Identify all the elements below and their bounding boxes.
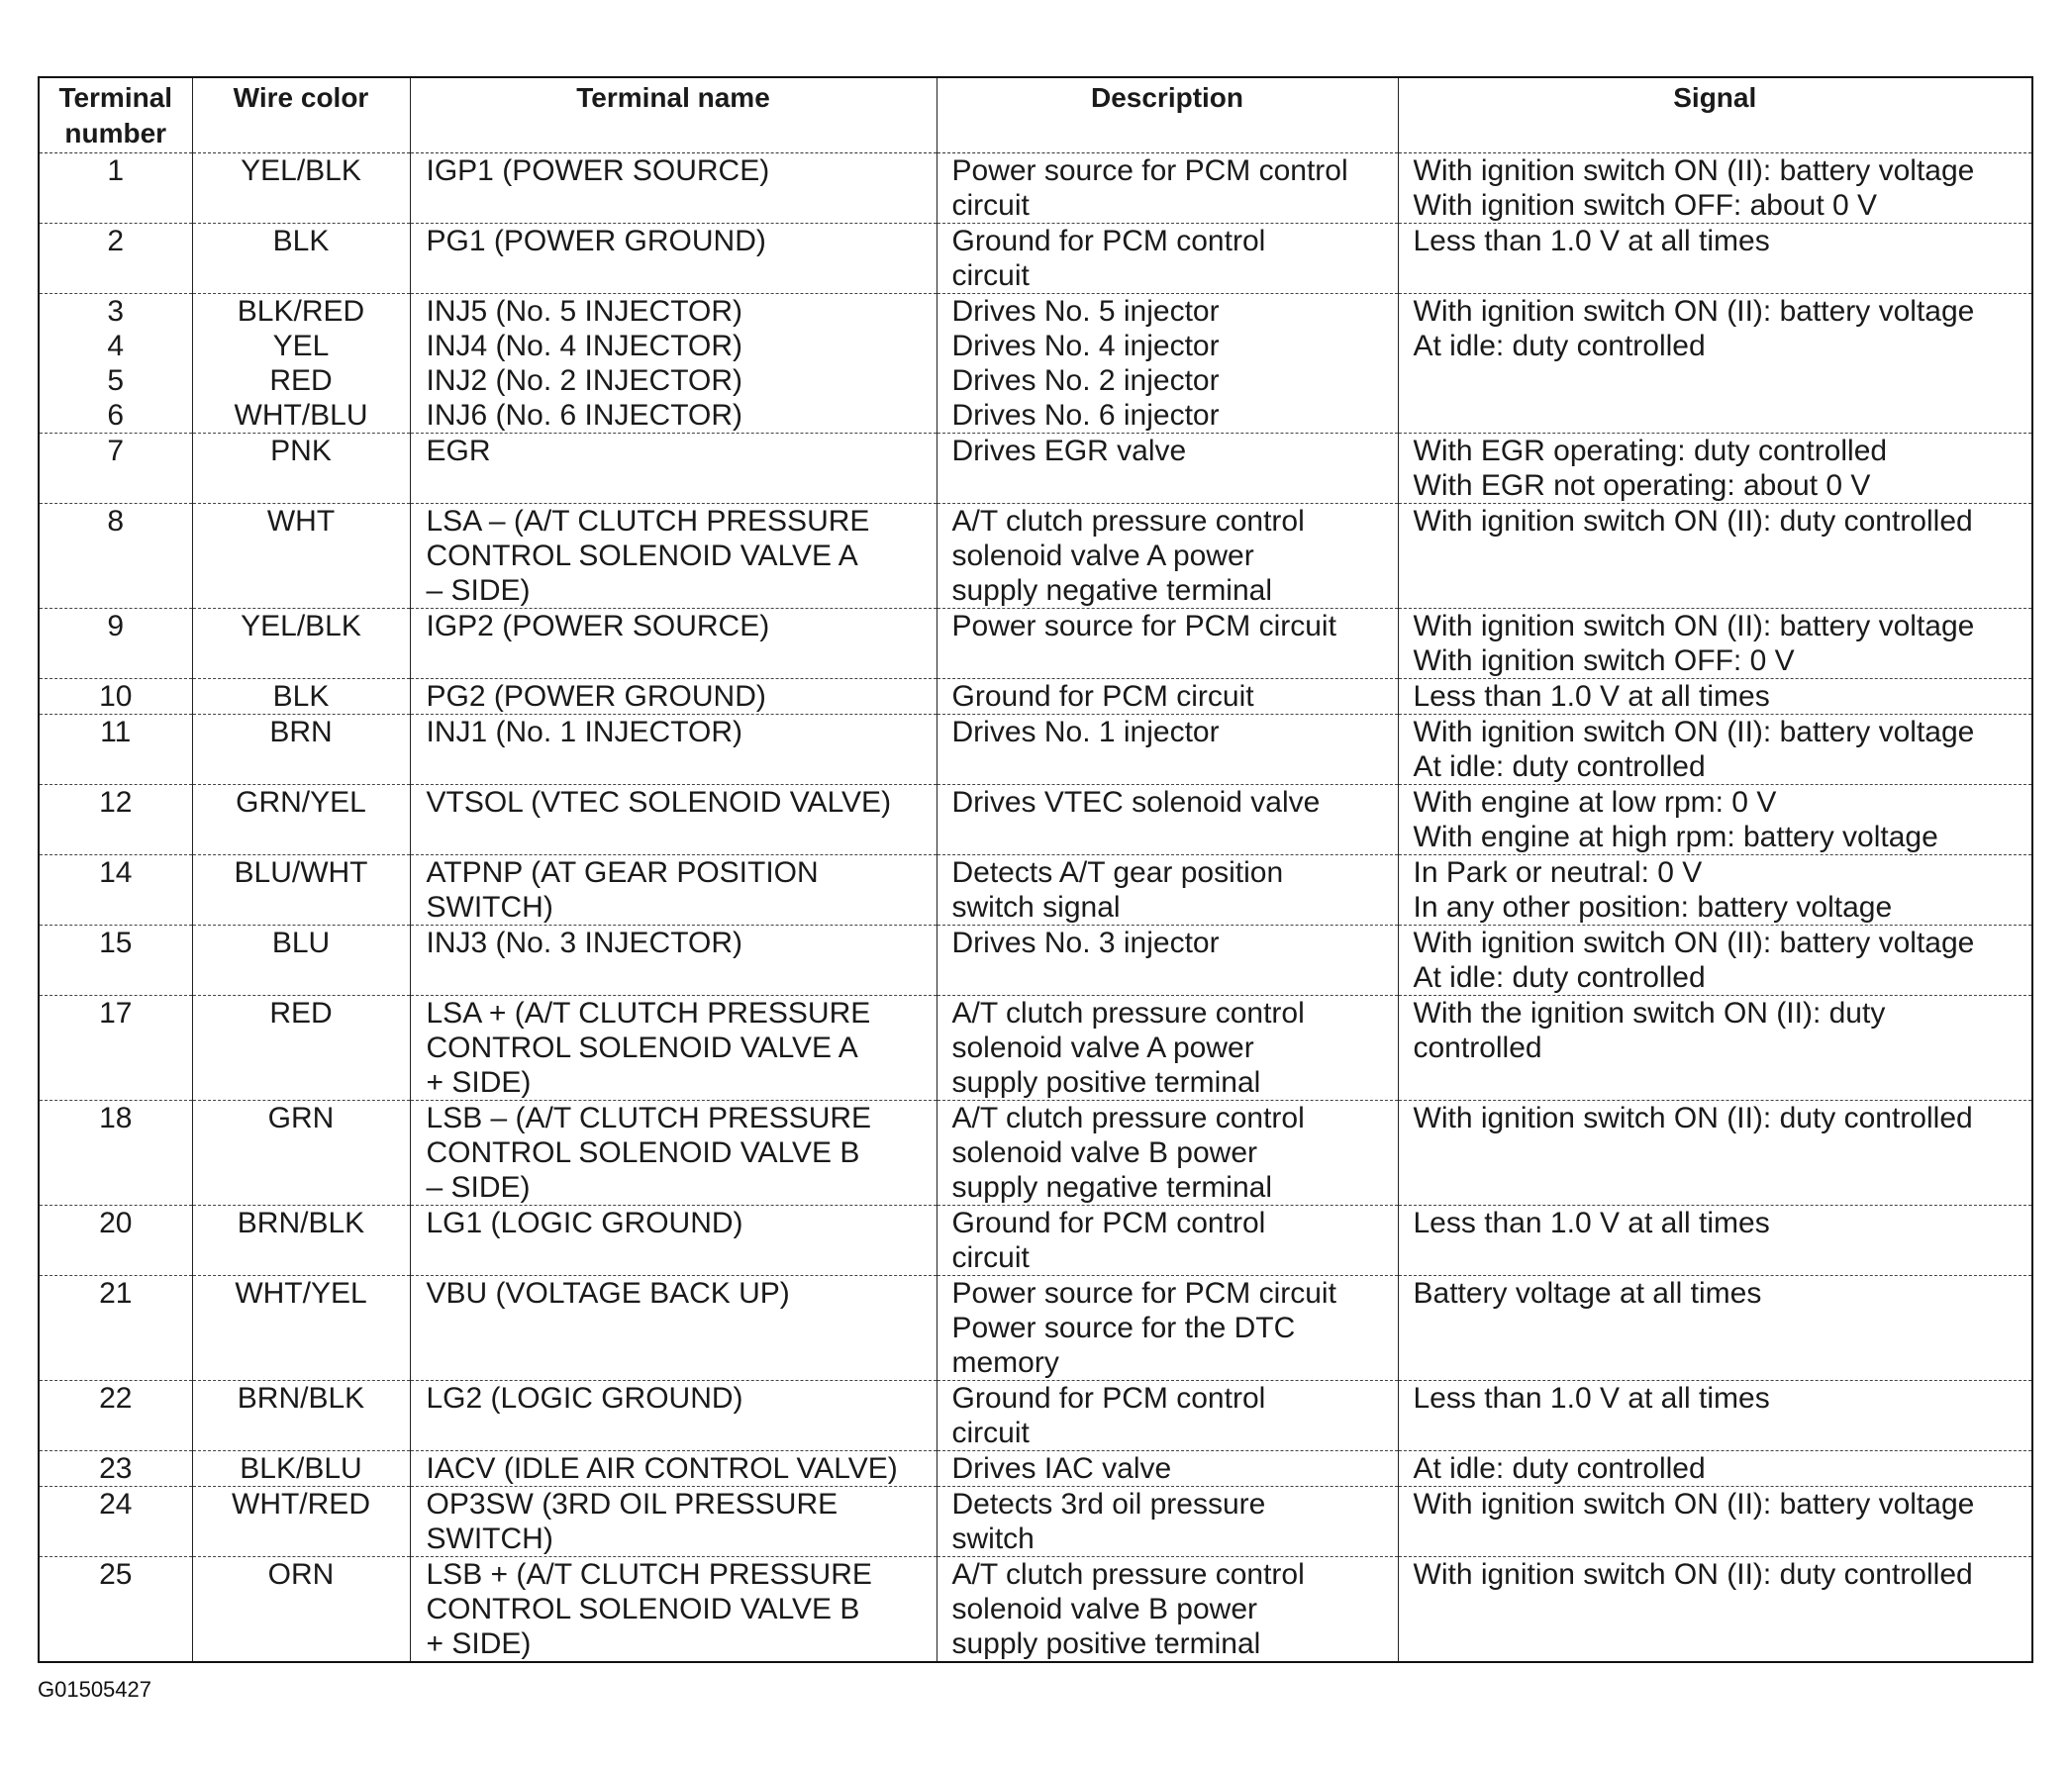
cell-terminal-number-line: 5	[107, 364, 125, 397]
cell-description-line: Drives No. 4 injector	[951, 330, 1220, 362]
table-row	[39, 785, 2032, 855]
cell-terminal-number	[39, 1206, 192, 1276]
cell-terminal-name-line: + SIDE)	[426, 1066, 532, 1099]
cell-description	[937, 926, 1398, 996]
cell-description-line: supply negative terminal	[951, 1171, 1273, 1204]
cell-terminal-number-line: 12	[99, 786, 133, 819]
cell-terminal-number	[39, 1101, 192, 1206]
table-row	[39, 1557, 2032, 1663]
cell-description-line: switch signal	[951, 891, 1121, 924]
cell-signal-line: At idle: duty controlled	[1413, 961, 1706, 994]
cell-terminal-number-line: 22	[99, 1382, 133, 1415]
cell-description-line: solenoid valve A power	[951, 540, 1254, 572]
cell-signal	[1398, 1557, 2032, 1663]
cell-description-line: memory	[951, 1346, 1059, 1379]
cell-signal	[1398, 1451, 2032, 1487]
cell-description-line: A/T clutch pressure control	[951, 505, 1305, 538]
cell-description-line: circuit	[951, 1241, 1030, 1274]
cell-terminal-name-line: CONTROL SOLENOID VALVE B	[426, 1593, 860, 1625]
cell-description-line: Power source for PCM circuit	[951, 610, 1336, 642]
cell-terminal-name-line: LSB + (A/T CLUTCH PRESSURE	[426, 1558, 872, 1591]
cell-signal-line: With ignition switch ON (II): battery voltage	[1413, 716, 1975, 748]
cell-terminal-name	[410, 1276, 937, 1381]
cell-terminal-number	[39, 785, 192, 855]
cell-terminal-number	[39, 926, 192, 996]
cell-terminal-name	[410, 855, 937, 926]
cell-wire-color-line: WHT	[266, 505, 336, 538]
table-row	[39, 996, 2032, 1101]
cell-terminal-number-line: 10	[99, 680, 133, 713]
cell-description-line: circuit	[951, 1417, 1030, 1449]
table-row	[39, 679, 2032, 715]
cell-terminal-name-line: CONTROL SOLENOID VALVE A	[426, 1032, 858, 1064]
header-description: Description	[937, 77, 1398, 153]
cell-signal	[1398, 855, 2032, 926]
cell-terminal-number-line: 9	[107, 610, 125, 642]
cell-signal-line: With ignition switch ON (II): battery voltage	[1413, 927, 1975, 959]
cell-terminal-name-line: LG2 (LOGIC GROUND)	[426, 1382, 743, 1415]
cell-terminal-number	[39, 1557, 192, 1663]
cell-signal	[1398, 609, 2032, 679]
cell-terminal-name-line: SWITCH)	[426, 891, 553, 924]
cell-terminal-name-line: + SIDE)	[426, 1627, 532, 1660]
cell-signal-line: With ignition switch ON (II): duty controlled	[1413, 1558, 1973, 1591]
cell-description-line: circuit	[951, 189, 1030, 222]
cell-description-line: circuit	[951, 259, 1030, 292]
cell-wire-color	[192, 609, 410, 679]
cell-terminal-name	[410, 1101, 937, 1206]
table-row	[39, 294, 2032, 434]
cell-wire-color-line: BRN/BLK	[237, 1382, 365, 1415]
cell-terminal-name-line: PG2 (POWER GROUND)	[426, 680, 766, 713]
cell-wire-color	[192, 504, 410, 609]
cell-wire-color-line: BLK/RED	[237, 295, 365, 328]
cell-signal-line: In Park or neutral: 0 V	[1413, 856, 1703, 889]
cell-terminal-name-line: PG1 (POWER GROUND)	[426, 225, 766, 257]
cell-wire-color-line: RED	[269, 364, 333, 397]
cell-wire-color	[192, 1101, 410, 1206]
cell-terminal-number-line: 7	[107, 435, 125, 467]
cell-wire-color-line: YEL/BLK	[241, 610, 361, 642]
cell-signal	[1398, 1487, 2032, 1557]
table-header-row	[39, 77, 2032, 153]
cell-signal-line: In any other position: battery voltage	[1413, 891, 1893, 924]
cell-signal-line: Battery voltage at all times	[1413, 1277, 1762, 1310]
cell-signal-line: With EGR not operating: about 0 V	[1413, 469, 1871, 502]
cell-terminal-number-line: 6	[107, 399, 125, 432]
cell-description-line: Drives No. 1 injector	[951, 716, 1220, 748]
cell-description	[937, 609, 1398, 679]
cell-terminal-name	[410, 715, 937, 785]
cell-description-line: supply positive terminal	[951, 1627, 1261, 1660]
cell-description	[937, 434, 1398, 504]
cell-description-line: A/T clutch pressure control	[951, 997, 1305, 1030]
cell-terminal-number	[39, 1276, 192, 1381]
header-terminal-number	[39, 77, 192, 153]
cell-terminal-name	[410, 1557, 937, 1663]
cell-wire-color-line: BRN/BLK	[237, 1207, 365, 1239]
cell-terminal-number	[39, 153, 192, 224]
cell-wire-color-line: BRN	[269, 716, 333, 748]
cell-terminal-name-line: INJ4 (No. 4 INJECTOR)	[426, 330, 742, 362]
cell-terminal-number	[39, 996, 192, 1101]
cell-terminal-name	[410, 996, 937, 1101]
cell-wire-color	[192, 224, 410, 294]
figure-id: G01505427	[38, 1677, 151, 1702]
cell-terminal-number-line: 11	[100, 716, 132, 748]
cell-wire-color	[192, 785, 410, 855]
cell-signal	[1398, 996, 2032, 1101]
cell-terminal-name	[410, 1206, 937, 1276]
cell-wire-color-line: BLU	[271, 927, 331, 959]
cell-terminal-number-line: 3	[107, 295, 125, 328]
table-row	[39, 1101, 2032, 1206]
table-row	[39, 1381, 2032, 1451]
cell-description-line: Detects 3rd oil pressure	[951, 1488, 1266, 1521]
cell-terminal-number	[39, 224, 192, 294]
cell-signal-line: Less than 1.0 V at all times	[1413, 225, 1770, 257]
cell-signal	[1398, 153, 2032, 224]
cell-terminal-name	[410, 153, 937, 224]
cell-wire-color-line: BLK/BLU	[240, 1452, 362, 1485]
cell-terminal-name	[410, 434, 937, 504]
cell-terminal-name-line: VBU (VOLTAGE BACK UP)	[426, 1277, 790, 1310]
cell-terminal-name-line: INJ6 (No. 6 INJECTOR)	[426, 399, 742, 432]
cell-terminal-name-line: LSA + (A/T CLUTCH PRESSURE	[426, 997, 871, 1030]
cell-terminal-name-line: INJ1 (No. 1 INJECTOR)	[426, 716, 742, 748]
cell-terminal-number-line: 18	[99, 1102, 133, 1134]
header-terminal-number-line2: number	[64, 118, 167, 148]
cell-signal	[1398, 785, 2032, 855]
cell-terminal-name-line: INJ5 (No. 5 INJECTOR)	[426, 295, 742, 328]
cell-terminal-number	[39, 609, 192, 679]
cell-signal	[1398, 926, 2032, 996]
cell-signal	[1398, 1381, 2032, 1451]
cell-wire-color-line: BLK	[272, 680, 330, 713]
cell-signal	[1398, 1206, 2032, 1276]
cell-description-line: Ground for PCM circuit	[951, 680, 1254, 713]
cell-terminal-number-line: 8	[107, 505, 125, 538]
cell-signal-line: With ignition switch OFF: about 0 V	[1413, 189, 1878, 222]
cell-terminal-name-line: CONTROL SOLENOID VALVE A	[426, 540, 858, 572]
cell-signal-line: With EGR operating: duty controlled	[1413, 435, 1888, 467]
cell-wire-color	[192, 1451, 410, 1487]
cell-description	[937, 785, 1398, 855]
cell-wire-color	[192, 926, 410, 996]
cell-signal	[1398, 434, 2032, 504]
cell-description	[937, 1276, 1398, 1381]
cell-signal-line: At idle: duty controlled	[1413, 750, 1706, 783]
cell-signal-line: With ignition switch ON (II): battery voltage	[1413, 295, 1975, 328]
cell-signal	[1398, 679, 2032, 715]
cell-wire-color-line: ORN	[267, 1558, 335, 1591]
cell-description	[937, 1381, 1398, 1451]
cell-terminal-name-line: ATPNP (AT GEAR POSITION	[426, 856, 819, 889]
cell-description	[937, 224, 1398, 294]
cell-terminal-number	[39, 715, 192, 785]
cell-description-line: Ground for PCM control	[951, 225, 1266, 257]
table-row	[39, 1487, 2032, 1557]
cell-wire-color-line: BLK	[272, 225, 330, 257]
cell-description-line: Detects A/T gear position	[951, 856, 1284, 889]
cell-terminal-number	[39, 294, 192, 434]
cell-signal-line: With engine at high rpm: battery voltage	[1413, 821, 1938, 853]
cell-description	[937, 504, 1398, 609]
cell-terminal-name	[410, 926, 937, 996]
cell-terminal-name	[410, 1487, 937, 1557]
cell-wire-color	[192, 1487, 410, 1557]
cell-signal-line: Less than 1.0 V at all times	[1413, 1382, 1770, 1415]
cell-description	[937, 996, 1398, 1101]
cell-terminal-name	[410, 609, 937, 679]
cell-terminal-number-line: 1	[107, 154, 125, 187]
cell-description-line: A/T clutch pressure control	[951, 1102, 1305, 1134]
cell-description	[937, 715, 1398, 785]
cell-signal-line: With ignition switch OFF: 0 V	[1413, 644, 1795, 677]
cell-terminal-number	[39, 1487, 192, 1557]
cell-terminal-number-line: 15	[99, 927, 133, 959]
cell-wire-color	[192, 679, 410, 715]
cell-wire-color	[192, 1276, 410, 1381]
cell-description	[937, 1101, 1398, 1206]
cell-terminal-name-line: EGR	[426, 435, 491, 467]
cell-description	[937, 679, 1398, 715]
cell-description	[937, 1487, 1398, 1557]
cell-terminal-number-line: 25	[99, 1558, 133, 1591]
table-row	[39, 609, 2032, 679]
cell-description-line: solenoid valve B power	[951, 1136, 1258, 1169]
cell-terminal-name	[410, 504, 937, 609]
cell-terminal-number-line: 14	[99, 856, 133, 889]
cell-wire-color	[192, 1381, 410, 1451]
cell-description-line: supply negative terminal	[951, 574, 1273, 607]
cell-terminal-number	[39, 504, 192, 609]
cell-description-line: Drives No. 2 injector	[951, 364, 1220, 397]
cell-wire-color	[192, 855, 410, 926]
cell-description-line: Power source for PCM control	[951, 154, 1348, 187]
cell-terminal-name	[410, 1451, 937, 1487]
header-signal: Signal	[1398, 77, 2032, 153]
table-row	[39, 926, 2032, 996]
cell-description-line: Ground for PCM control	[951, 1382, 1266, 1415]
cell-terminal-name-line: LSA – (A/T CLUTCH PRESSURE	[426, 505, 870, 538]
cell-terminal-name-line: VTSOL (VTEC SOLENOID VALVE)	[426, 786, 892, 819]
cell-wire-color-line: GRN	[267, 1102, 335, 1134]
cell-terminal-number-line: 4	[107, 330, 125, 362]
cell-signal-line: With ignition switch ON (II): battery voltage	[1413, 610, 1975, 642]
cell-terminal-number	[39, 1381, 192, 1451]
cell-description	[937, 855, 1398, 926]
cell-description-line: Power source for PCM circuit	[951, 1277, 1336, 1310]
cell-wire-color	[192, 1206, 410, 1276]
cell-wire-color-line: PNK	[270, 435, 332, 467]
cell-description-line: Drives No. 6 injector	[951, 399, 1220, 432]
cell-terminal-number-line: 2	[107, 225, 125, 257]
cell-terminal-number	[39, 1451, 192, 1487]
table-body	[39, 153, 2032, 1663]
table-row	[39, 715, 2032, 785]
cell-description-line: solenoid valve B power	[951, 1593, 1258, 1625]
cell-description	[937, 1451, 1398, 1487]
table-row	[39, 153, 2032, 224]
cell-signal-line: With ignition switch ON (II): duty controlled	[1413, 505, 1973, 538]
table-row	[39, 855, 2032, 926]
cell-signal	[1398, 224, 2032, 294]
cell-description-line: Drives VTEC solenoid valve	[951, 786, 1321, 819]
cell-wire-color	[192, 1557, 410, 1663]
cell-description	[937, 153, 1398, 224]
cell-signal	[1398, 715, 2032, 785]
cell-signal-line: At idle: duty controlled	[1413, 1452, 1706, 1485]
cell-description	[937, 1557, 1398, 1663]
cell-terminal-name-line: CONTROL SOLENOID VALVE B	[426, 1136, 860, 1169]
table-row	[39, 1206, 2032, 1276]
cell-terminal-number-line: 24	[99, 1488, 133, 1521]
cell-terminal-name-line: SWITCH)	[426, 1523, 553, 1555]
cell-signal-line: With engine at low rpm: 0 V	[1413, 786, 1777, 819]
cell-wire-color	[192, 294, 410, 434]
cell-wire-color-line: RED	[269, 997, 333, 1030]
cell-description	[937, 1206, 1398, 1276]
cell-signal	[1398, 1276, 2032, 1381]
cell-signal	[1398, 294, 2032, 434]
cell-terminal-number	[39, 855, 192, 926]
table-row	[39, 1276, 2032, 1381]
cell-signal-line: At idle: duty controlled	[1413, 330, 1706, 362]
cell-wire-color-line: YEL/BLK	[241, 154, 361, 187]
cell-wire-color-line: WHT/BLU	[234, 399, 368, 432]
cell-terminal-name-line: IGP1 (POWER SOURCE)	[426, 154, 770, 187]
cell-terminal-name-line: IACV (IDLE AIR CONTROL VALVE)	[426, 1452, 898, 1485]
cell-signal-line: With ignition switch ON (II): duty controlled	[1413, 1102, 1973, 1134]
cell-terminal-number-line: 23	[99, 1452, 133, 1485]
cell-description-line: A/T clutch pressure control	[951, 1558, 1305, 1591]
table-row	[39, 1451, 2032, 1487]
cell-terminal-name-line: – SIDE)	[426, 1171, 531, 1204]
cell-wire-color	[192, 434, 410, 504]
cell-wire-color-line: BLU/WHT	[234, 856, 368, 889]
cell-description-line: Drives No. 3 injector	[951, 927, 1220, 959]
cell-terminal-name-line: INJ2 (No. 2 INJECTOR)	[426, 364, 742, 397]
cell-signal	[1398, 1101, 2032, 1206]
cell-terminal-name	[410, 294, 937, 434]
cell-description-line: Drives EGR valve	[951, 435, 1187, 467]
table-row	[39, 224, 2032, 294]
cell-terminal-name	[410, 679, 937, 715]
cell-wire-color-line: YEL	[272, 330, 330, 362]
cell-wire-color-line: WHT/YEL	[235, 1277, 367, 1310]
cell-terminal-name-line: IGP2 (POWER SOURCE)	[426, 610, 770, 642]
header-wire-color: Wire color	[192, 77, 410, 153]
table-row	[39, 504, 2032, 609]
cell-description-line: Ground for PCM control	[951, 1207, 1266, 1239]
cell-signal-line: controlled	[1413, 1032, 1542, 1064]
cell-terminal-name-line: OP3SW (3RD OIL PRESSURE	[426, 1488, 839, 1521]
cell-wire-color-line: GRN/YEL	[236, 786, 366, 819]
terminal-table	[38, 76, 2033, 1663]
cell-terminal-name-line: LSB – (A/T CLUTCH PRESSURE	[426, 1102, 872, 1134]
header-terminal-name: Terminal name	[410, 77, 937, 153]
cell-terminal-name-line: LG1 (LOGIC GROUND)	[426, 1207, 743, 1239]
cell-description-line: solenoid valve A power	[951, 1032, 1254, 1064]
cell-signal-line: Less than 1.0 V at all times	[1413, 1207, 1770, 1239]
cell-description-line: switch	[951, 1523, 1035, 1555]
cell-terminal-name-line: INJ3 (No. 3 INJECTOR)	[426, 927, 742, 959]
cell-terminal-number	[39, 434, 192, 504]
cell-terminal-name	[410, 785, 937, 855]
cell-terminal-number-line: 20	[99, 1207, 133, 1239]
cell-description	[937, 294, 1398, 434]
cell-signal-line: With ignition switch ON (II): battery voltage	[1413, 154, 1975, 187]
cell-signal-line: Less than 1.0 V at all times	[1413, 680, 1770, 713]
cell-wire-color	[192, 996, 410, 1101]
cell-signal-line: With ignition switch ON (II): battery voltage	[1413, 1488, 1975, 1521]
cell-terminal-number	[39, 679, 192, 715]
cell-description-line: Power source for the DTC	[951, 1312, 1296, 1344]
cell-terminal-name	[410, 1381, 937, 1451]
cell-wire-color-line: WHT/RED	[232, 1488, 370, 1521]
cell-terminal-number-line: 21	[99, 1277, 133, 1310]
cell-description-line: Drives IAC valve	[951, 1452, 1172, 1485]
cell-description-line: supply positive terminal	[951, 1066, 1261, 1099]
cell-description-line: Drives No. 5 injector	[951, 295, 1220, 328]
cell-terminal-name-line: – SIDE)	[426, 574, 531, 607]
cell-wire-color	[192, 153, 410, 224]
cell-signal	[1398, 504, 2032, 609]
cell-signal-line: With the ignition switch ON (II): duty	[1413, 997, 1886, 1030]
cell-wire-color	[192, 715, 410, 785]
header-terminal-number-line1: Terminal	[58, 82, 173, 113]
table-row	[39, 434, 2032, 504]
cell-terminal-number-line: 17	[99, 997, 133, 1030]
cell-terminal-name	[410, 224, 937, 294]
